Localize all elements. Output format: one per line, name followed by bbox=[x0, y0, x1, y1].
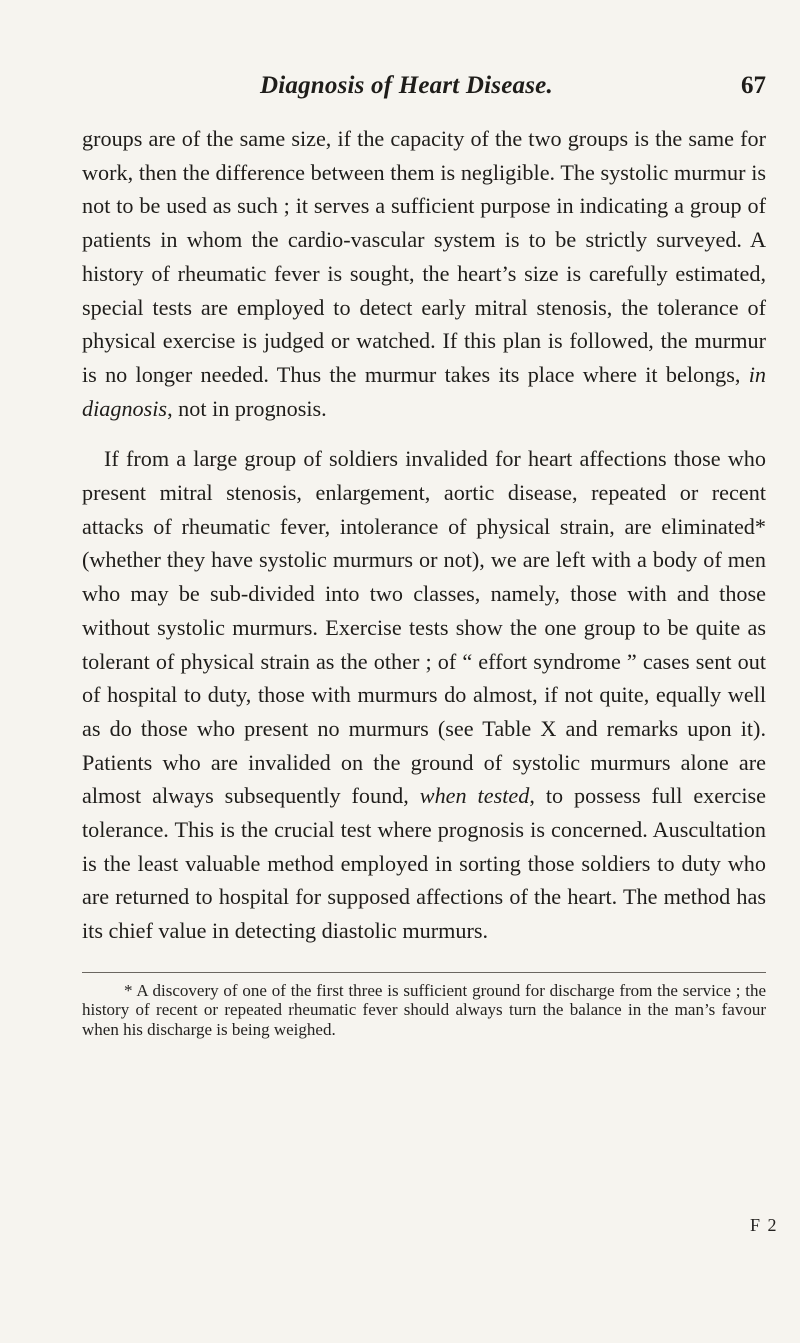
paragraph-1-text-a: groups are of the same size, if the capacity of the two groups is the same for work, then the difference between them is negligible. The systolic murmur is not to be used as such ; it serves a sufficient purpose in indicating a group of patients in whom the cardio-vascular system is to be strictly surveyed. A history of rheumatic fever is sought, the heart’s size is carefully estimated, special tests are employed to detect early mitral stenosis, the tolerance of physical exercise is judged or watched. If this plan is followed, the murmur is no longer needed. Thus the murmur takes its place where it belongs, bbox=[82, 126, 766, 387]
footnote: * A discovery of one of the first three is sufficient ground for discharge from the service ; the history of recent or repeated rheumatic fever should always turn the balance in the man’s favour when his discharge is being weighed. bbox=[82, 980, 766, 1039]
paragraph-1-italic: in diagnosis bbox=[82, 361, 766, 421]
running-head bbox=[82, 72, 766, 112]
paragraph-1 bbox=[82, 122, 766, 425]
footnote-rule bbox=[82, 972, 766, 973]
paragraph-2 bbox=[82, 442, 766, 948]
signature-mark: F 2 bbox=[749, 1215, 778, 1235]
paragraph-1-text-b: , not in prognosis. bbox=[167, 395, 327, 421]
body-text bbox=[82, 122, 766, 948]
running-title: Diagnosis of Heart Disease. bbox=[260, 72, 553, 99]
book-page bbox=[82, 72, 766, 1056]
paragraph-2-text-a: If from a large group of soldiers invalided for heart affections those who present mitral stenosis, enlargement, aortic disease, repeated or recent attacks of rheumatic fever, intolerance of physical strain, are eliminated* (whether they have systolic murmurs or not), we are left with a body of men who may be sub-divided into two classes, namely, those with and those without systolic murmurs. Exercise tests show the one group to be quite as tolerant of physical strain as the other ; of “ effort syndrome ” cases sent out of hospital to duty, those with murmurs do almost, if not quite, equally well as do those who present no murmurs (see Table X and remarks upon it). Patients who are invalided on the ground of systolic murmurs alone are almost always subsequently found, bbox=[82, 446, 766, 809]
paragraph-2-text-b: , to possess full exercise tolerance. This is the crucial test where prognosis is concerned. Auscultation is the least valuable method employed in sorting those soldiers to duty who are returned to hospital for supposed affections of the heart. The method has its chief value in detecting diastolic murmurs. bbox=[82, 783, 766, 944]
paragraph-2-italic: when tested bbox=[419, 783, 530, 809]
page-number: 67 bbox=[741, 72, 766, 99]
